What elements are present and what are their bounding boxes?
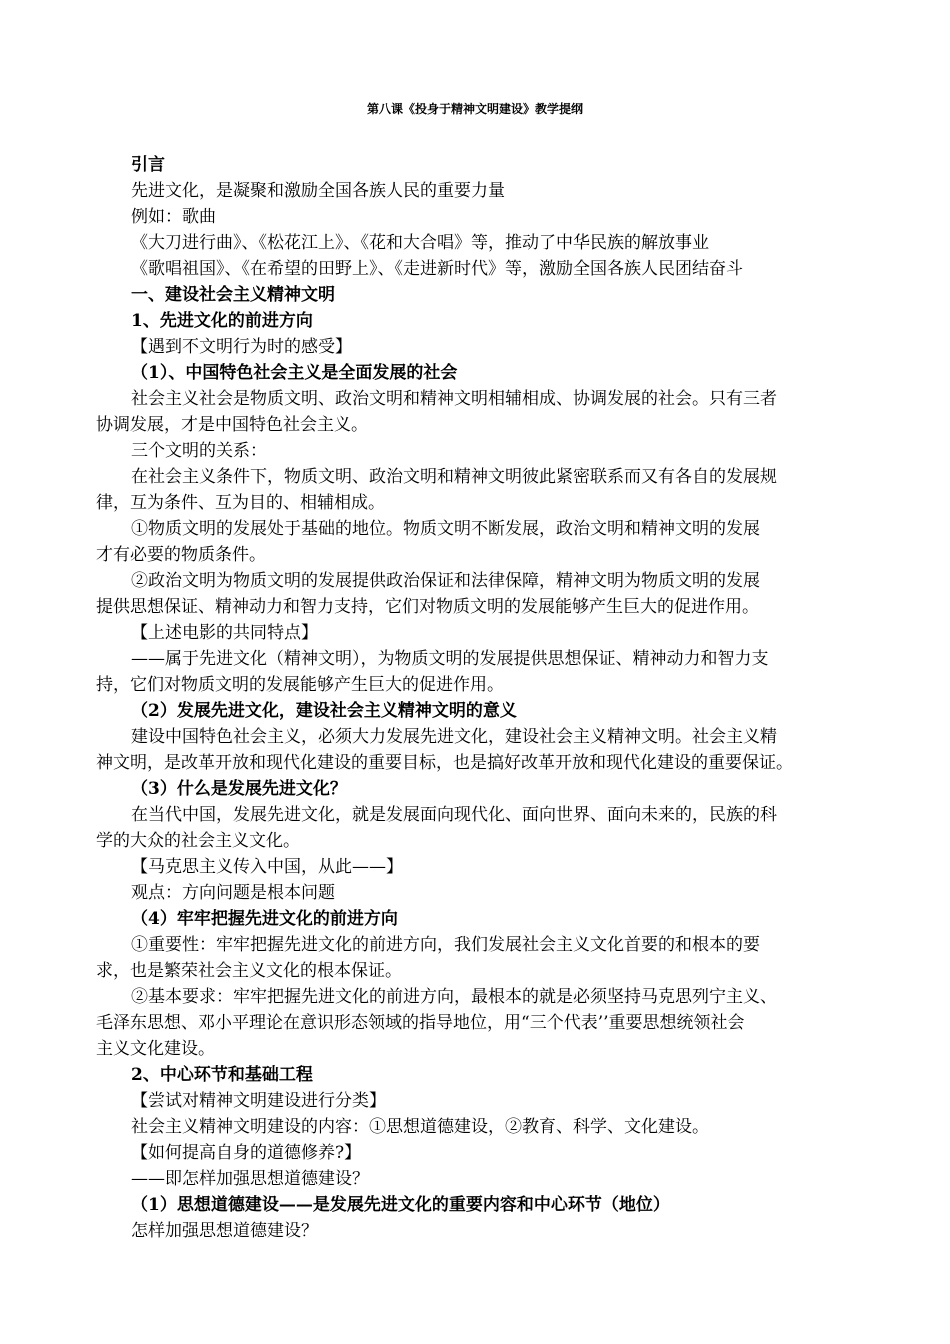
paragraph-line: 【上述电影的共同特点】 (131, 623, 318, 643)
paragraph-line: 【遇到不文明行为时的感受】 (131, 337, 352, 357)
point-heading: （1）思想道德建设——是发展先进文化的重要内容和中心环节（地位） (131, 1195, 670, 1215)
paragraph-line: 神文明，是改革开放和现代化建设的重要目标，也是搞好改革开放和现代化建设的重要保证。 (96, 753, 793, 773)
paragraph-line: 社会主义精神文明建设的内容：①思想道德建设，②教育、科学、文化建设。 (131, 1117, 709, 1137)
document-title: 第八课《投身于精神文明建设》教学提纲 (366, 102, 583, 116)
paragraph-line: 《大刀进行曲》、《松花江上》、《花和大合唱》等，推动了中华民族的解放事业 (131, 233, 709, 253)
paragraph-line: 协调发展，才是中国特色社会主义。 (96, 415, 368, 435)
paragraph-line: 才有必要的物质条件。 (96, 545, 266, 565)
subsection-heading: 1、先进文化的前进方向 (131, 311, 313, 331)
paragraph-line: 在当代中国，发展先进文化，就是发展面向现代化、面向世界、面向未来的，民族的科 (131, 805, 777, 825)
paragraph-line: ②政治文明为物质文明的发展提供政治保证和法律保障，精神文明为物质文明的发展 (131, 571, 760, 591)
subsection-heading: 2、中心环节和基础工程 (131, 1065, 313, 1085)
point-heading: （2）发展先进文化，建设社会主义精神文明的意义 (131, 701, 517, 721)
paragraph-line: 建设中国特色社会主义，必须大力发展先进文化，建设社会主义精神文明。社会主义精 (131, 727, 777, 747)
paragraph-line: 主义文化建设。 (96, 1039, 215, 1059)
point-heading: （1）、中国特色社会主义是全面发展的社会 (131, 363, 458, 383)
paragraph-line: ①物质文明的发展处于基础的地位。物质文明不断发展，政治文明和精神文明的发展 (131, 519, 760, 539)
paragraph-line: 律，互为条件、互为目的、相辅相成。 (96, 493, 385, 513)
paragraph-line: 例如：歌曲 (131, 207, 216, 227)
paragraph-line: 先进文化，是凝聚和激励全国各族人民的重要力量 (131, 181, 505, 201)
paragraph-line: ①重要性：牢牢把握先进文化的前进方向，我们发展社会主义文化首要的和根本的要 (131, 935, 760, 955)
paragraph-line: 社会主义社会是物质文明、政治文明和精神文明相辅相成、协调发展的社会。只有三者 (131, 389, 777, 409)
paragraph-line: ——即怎样加强思想道德建设？ (131, 1169, 369, 1189)
paragraph-line: 《歌唱祖国》、《在希望的田野上》、《走进新时代》等，激励全国各族人民团结奋斗 (131, 259, 743, 279)
point-heading: （3）什么是发展先进文化？ (131, 779, 347, 799)
paragraph-line: 【马克思主义传入中国，从此——】 (131, 857, 403, 877)
paragraph-line: 在社会主义条件下，物质文明、政治文明和精神文明彼此紧密联系而又有各自的发展规 (131, 467, 777, 487)
paragraph-line: 持，它们对物质文明的发展能够产生巨大的促进作用。 (96, 675, 504, 695)
paragraph-line: ——属于先进文化（精神文明），为物质文明的发展提供思想保证、精神动力和智力支 (131, 649, 769, 669)
paragraph-line: 求，也是繁荣社会主义文化的根本保证。 (96, 961, 402, 981)
paragraph-line: 三个文明的关系： (131, 441, 267, 461)
paragraph-line: 怎样加强思想道德建设？ (131, 1221, 318, 1241)
paragraph-line: 毛泽东思想、邓小平理论在意识形态领域的指导地位，用“三个代表’’重要思想统领社会 (96, 1013, 745, 1033)
section-heading: 一、建设社会主义精神文明 (131, 285, 335, 305)
paragraph-line: 提供思想保证、精神动力和智力支持，它们对物质文明的发展能够产生巨大的促进作用。 (96, 597, 759, 617)
point-heading: （4）牢牢把握先进文化的前进方向 (131, 909, 398, 929)
paragraph-line: 学的大众的社会主义文化。 (96, 831, 300, 851)
paragraph-line: 【尝试对精神文明建设进行分类】 (131, 1091, 386, 1111)
paragraph-line: ②基本要求：牢牢把握先进文化的前进方向，最根本的就是必须坚持马克思列宁主义、 (131, 987, 777, 1007)
paragraph-line: 【如何提高自身的道德修养?】 (131, 1143, 362, 1163)
paragraph-line: 观点：方向问题是根本问题 (131, 883, 335, 903)
section-heading-intro: 引言 (131, 155, 165, 175)
